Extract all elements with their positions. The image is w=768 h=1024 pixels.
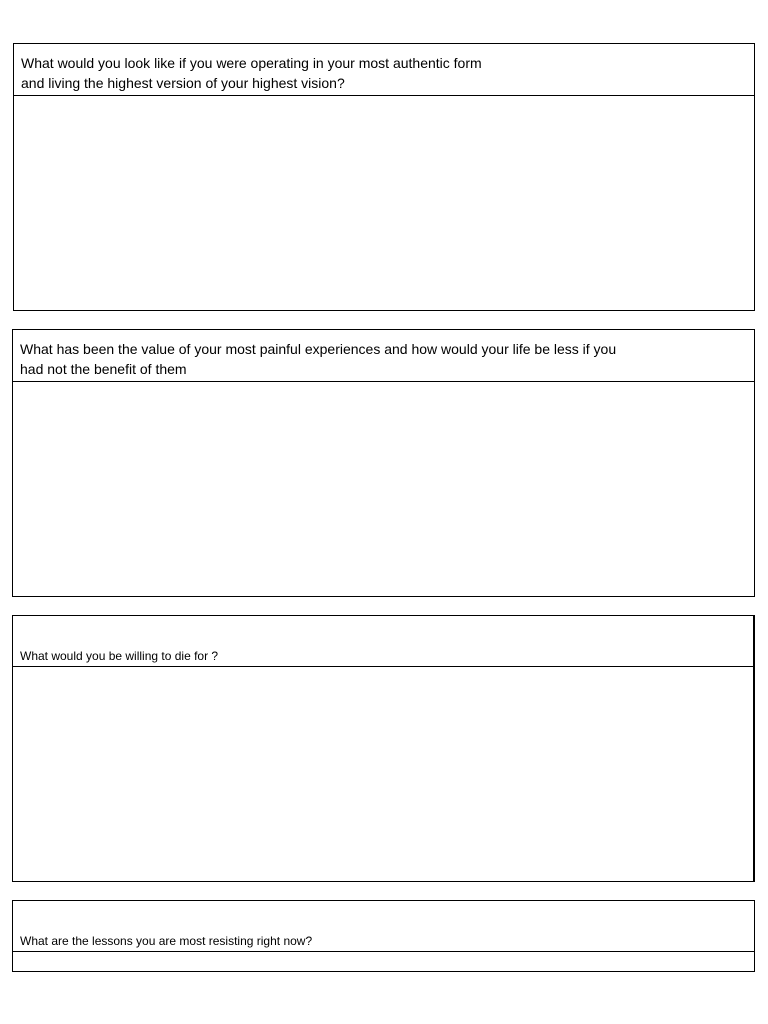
question-text: What are the lessons you are most resisting right now? xyxy=(20,934,313,948)
question-box-authentic-form xyxy=(13,43,755,311)
question-box-willing-to-die-for xyxy=(12,615,755,882)
question-text: What would you be willing to die for ? xyxy=(20,649,219,663)
question-text: What has been the value of your most painful experiences and how would your life be less if you had not the benefit of them xyxy=(20,341,617,377)
question-header xyxy=(13,901,754,952)
answer-area[interactable] xyxy=(14,96,754,310)
question-text: What would you look like if you were operating in your most authentic form and living the highest version of your highest vision? xyxy=(21,55,482,91)
question-header xyxy=(14,44,754,96)
question-header xyxy=(13,616,753,667)
question-box-painful-experiences xyxy=(12,329,755,597)
question-header xyxy=(13,330,754,382)
answer-area[interactable] xyxy=(13,952,754,971)
question-box-lessons-resisting xyxy=(12,900,755,972)
answer-area[interactable] xyxy=(13,382,754,596)
answer-area[interactable] xyxy=(13,667,753,881)
